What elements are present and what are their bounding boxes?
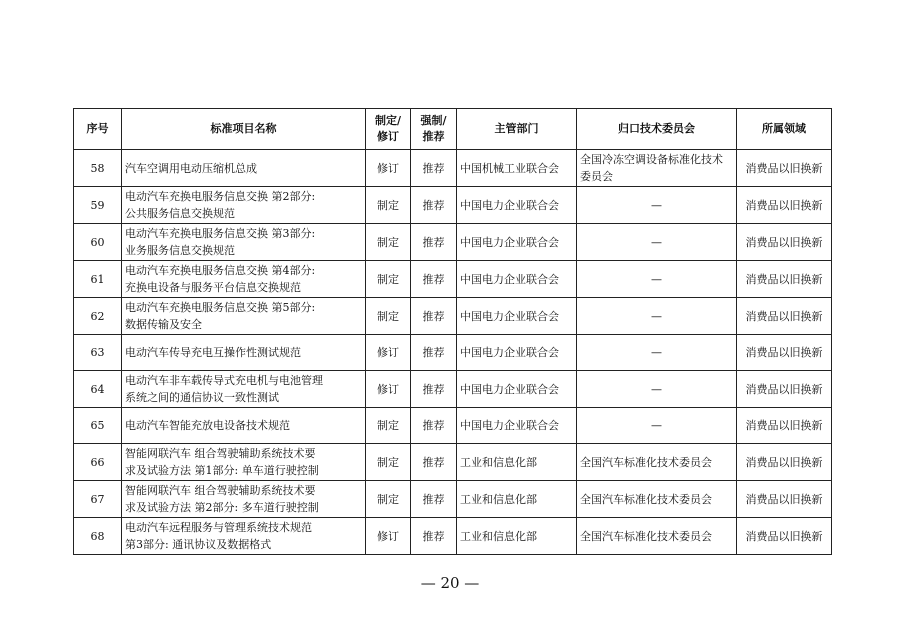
table-row: [74, 298, 832, 335]
cell-seq: 59: [74, 187, 122, 224]
cell-type: 制定: [366, 261, 411, 298]
cell-force: 推荐: [411, 187, 457, 224]
table-header-row: [74, 109, 832, 150]
header-type-line2: 修订: [377, 130, 399, 143]
cell-seq: 60: [74, 224, 122, 261]
cell-type: 修订: [366, 150, 411, 187]
cell-committee: —: [577, 408, 737, 444]
table-row: [74, 444, 832, 481]
cell-force: 推荐: [411, 150, 457, 187]
cell-name-line1: 电动汽车远程服务与管理系统技术规范: [125, 521, 312, 534]
cell-name: [122, 187, 366, 224]
header-seq: 序号: [74, 109, 122, 150]
cell-type: 修订: [366, 518, 411, 555]
cell-committee: 全国汽车标准化技术委员会: [577, 444, 737, 481]
cell-dept: 中国电力企业联合会: [457, 298, 577, 335]
cell-force: 推荐: [411, 518, 457, 555]
cell-seq: 66: [74, 444, 122, 481]
cell-seq: 58: [74, 150, 122, 187]
cell-name-line1: 电动汽车充换电服务信息交换 第5部分:: [125, 301, 316, 314]
cell-force: 推荐: [411, 224, 457, 261]
cell-field: 消费品以旧换新: [737, 187, 832, 224]
cell-committee: 全国汽车标准化技术委员会: [577, 518, 737, 555]
table-row: [74, 518, 832, 555]
table-row: [74, 224, 832, 261]
cell-committee: 全国汽车标准化技术委员会: [577, 481, 737, 518]
page-number: — 20 —: [420, 574, 480, 592]
cell-name: [122, 261, 366, 298]
table-row: [74, 261, 832, 298]
cell-dept: 中国电力企业联合会: [457, 261, 577, 298]
cell-committee: —: [577, 371, 737, 408]
cell-name-line1: 智能网联汽车 组合驾驶辅助系统技术要: [125, 484, 316, 497]
cell-field: 消费品以旧换新: [737, 371, 832, 408]
cell-force: 推荐: [411, 261, 457, 298]
cell-seq: 63: [74, 335, 122, 371]
cell-dept: 工业和信息化部: [457, 481, 577, 518]
header-force-line1: 强制/: [420, 114, 447, 127]
cell-dept: 中国电力企业联合会: [457, 224, 577, 261]
cell-name: [122, 224, 366, 261]
cell-dept: 中国机械工业联合会: [457, 150, 577, 187]
cell-force: 推荐: [411, 298, 457, 335]
header-field: 所属领域: [737, 109, 832, 150]
cell-field: 消费品以旧换新: [737, 408, 832, 444]
cell-dept: 工业和信息化部: [457, 518, 577, 555]
cell-committee: 全国冷冻空调设备标准化技术委员会: [577, 150, 737, 187]
cell-dept: 中国电力企业联合会: [457, 371, 577, 408]
table-row: [74, 187, 832, 224]
cell-type: 制定: [366, 187, 411, 224]
cell-committee: —: [577, 261, 737, 298]
cell-dept: 中国电力企业联合会: [457, 408, 577, 444]
cell-committee: —: [577, 298, 737, 335]
cell-seq: 62: [74, 298, 122, 335]
cell-name-line2: 系统之间的通信协议一致性测试: [125, 391, 279, 404]
cell-field: 消费品以旧换新: [737, 518, 832, 555]
cell-name: [122, 408, 366, 444]
cell-field: 消费品以旧换新: [737, 298, 832, 335]
cell-name-line1: 电动汽车非车载传导式充电机与电池管理: [125, 374, 323, 387]
cell-name-line1: 电动汽车充换电服务信息交换 第4部分:: [125, 264, 316, 277]
cell-name-line1: 电动汽车充换电服务信息交换 第3部分:: [125, 227, 316, 240]
table-row: [74, 408, 832, 444]
cell-force: 推荐: [411, 408, 457, 444]
cell-field: 消费品以旧换新: [737, 224, 832, 261]
cell-name-line2: 求及试验方法 第1部分: 单车道行驶控制: [125, 464, 319, 477]
cell-seq: 68: [74, 518, 122, 555]
header-type-line1: 制定/: [374, 114, 402, 127]
table-row: [74, 371, 832, 408]
table-body: [74, 150, 832, 555]
cell-name: [122, 481, 366, 518]
cell-name-line1: 汽车空调用电动压缩机总成: [125, 161, 257, 175]
cell-name-line2: 第3部分: 通讯协议及数据格式: [125, 538, 272, 551]
table-row: [74, 335, 832, 371]
cell-name-line1: 电动汽车智能充放电设备技术规范: [125, 419, 290, 432]
cell-type: 制定: [366, 408, 411, 444]
cell-seq: 61: [74, 261, 122, 298]
cell-name-line1: 电动汽车充换电服务信息交换 第2部分:: [125, 190, 316, 203]
cell-type: 制定: [366, 224, 411, 261]
cell-name: [122, 518, 366, 555]
cell-committee: —: [577, 187, 737, 224]
cell-type: 制定: [366, 298, 411, 335]
cell-committee: —: [577, 335, 737, 371]
table-row: [74, 481, 832, 518]
header-force: [411, 109, 457, 150]
header-name: 标准项目名称: [122, 109, 366, 150]
cell-name: [122, 444, 366, 481]
cell-name-line2: 业务服务信息交换规范: [125, 244, 235, 257]
header-type: [366, 109, 411, 150]
cell-name-line2: 数据传输及安全: [125, 318, 202, 331]
table-row: [74, 150, 832, 187]
cell-name-line2: 求及试验方法 第2部分: 多车道行驶控制: [125, 501, 319, 514]
header-dept: 主管部门: [457, 109, 577, 150]
cell-type: 制定: [366, 481, 411, 518]
cell-name-line2: 公共服务信息交换规范: [125, 207, 235, 220]
header-force-line2: 推荐: [422, 130, 445, 143]
cell-committee: —: [577, 224, 737, 261]
cell-type: 修订: [366, 371, 411, 408]
cell-name-line1: 电动汽车传导充电互操作性测试规范: [125, 346, 301, 359]
cell-field: 消费品以旧换新: [737, 481, 832, 518]
cell-dept: 中国电力企业联合会: [457, 187, 577, 224]
cell-name-line1: 智能网联汽车 组合驾驶辅助系统技术要: [125, 447, 316, 460]
cell-seq: 67: [74, 481, 122, 518]
header-committee: 归口技术委员会: [577, 109, 737, 150]
cell-field: 消费品以旧换新: [737, 444, 832, 481]
cell-dept: 工业和信息化部: [457, 444, 577, 481]
cell-force: 推荐: [411, 444, 457, 481]
cell-force: 推荐: [411, 335, 457, 371]
cell-seq: 65: [74, 408, 122, 444]
cell-name: [122, 150, 366, 187]
cell-force: 推荐: [411, 371, 457, 408]
cell-field: 消费品以旧换新: [737, 150, 832, 187]
cell-name: [122, 298, 366, 335]
cell-type: 修订: [366, 335, 411, 371]
cell-field: 消费品以旧换新: [737, 261, 832, 298]
cell-dept: 中国电力企业联合会: [457, 335, 577, 371]
cell-seq: 64: [74, 371, 122, 408]
cell-name: [122, 371, 366, 408]
cell-name-line2: 充换电设备与服务平台信息交换规范: [125, 281, 301, 294]
cell-name: [122, 335, 366, 371]
standards-table: [73, 108, 832, 555]
cell-type: 制定: [366, 444, 411, 481]
cell-field: 消费品以旧换新: [737, 335, 832, 371]
cell-force: 推荐: [411, 481, 457, 518]
